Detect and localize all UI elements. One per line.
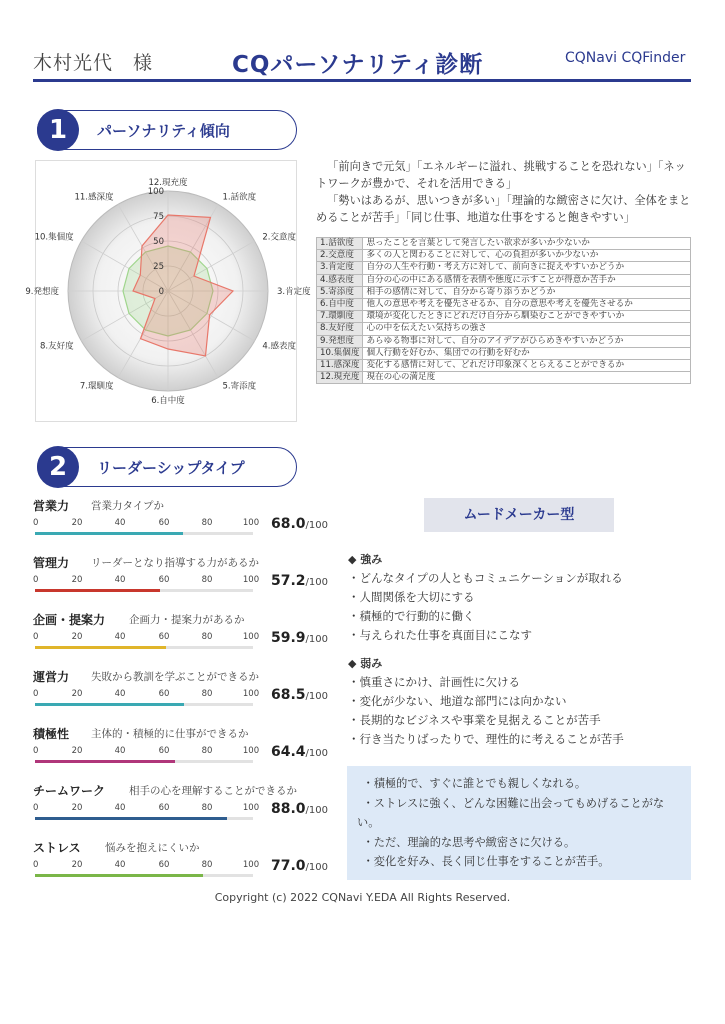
axis-table-row xyxy=(317,335,691,347)
scale-tick: 20 xyxy=(71,632,83,642)
metric-scale xyxy=(33,632,263,644)
strength-item: ・積極的で行動的に働く xyxy=(348,609,475,623)
scale-tick: 20 xyxy=(71,803,83,813)
summary-line: ・変化を好み、長く同じ仕事をすることが苦手。 xyxy=(362,855,610,868)
scale-tick: 100 xyxy=(242,575,260,585)
metric-score-max: /100 xyxy=(305,805,329,816)
metric-bar-track xyxy=(35,703,253,706)
axis-desc: 自分の心の中にある感情を表情や態度に示すことが得意か苦手か xyxy=(363,274,691,286)
scale-tick: 0 xyxy=(33,689,39,699)
axis-key: 6.自中度 xyxy=(317,298,363,310)
scale-tick: 0 xyxy=(33,803,39,813)
radar-tick-label: 25 xyxy=(153,262,164,272)
metric-desc: 営業力タイプか xyxy=(91,500,164,512)
axis-desc: あらゆる物事に対して、自分のアイデアがひらめきやすいかどうか xyxy=(363,335,691,347)
weaknesses-block xyxy=(348,654,693,749)
scale-tick: 20 xyxy=(71,860,83,870)
radar-axis-label: 1.話欲度 xyxy=(222,192,257,203)
metric-score-max: /100 xyxy=(305,748,329,759)
axis-table-row xyxy=(317,298,691,310)
scale-tick: 0 xyxy=(33,518,39,528)
axis-table-row xyxy=(317,359,691,371)
axis-key: 10.集個度 xyxy=(317,347,363,359)
metric-7 xyxy=(33,839,333,895)
metric-5 xyxy=(33,725,333,781)
metric-score-value: 88.0 xyxy=(271,801,306,817)
scale-tick: 80 xyxy=(201,803,213,813)
metric-desc: 悩みを抱えにくいか xyxy=(105,842,200,854)
axis-table-row xyxy=(317,250,691,262)
axis-table-row xyxy=(317,262,691,274)
axis-key: 11.感深度 xyxy=(317,359,363,371)
axis-table-row xyxy=(317,323,691,335)
weakness-item: ・慎重さにかけ、計画性に欠ける xyxy=(348,675,521,689)
axis-key: 7.環馴度 xyxy=(317,311,363,323)
scale-tick: 0 xyxy=(33,575,39,585)
axis-desc: 思ったことを言葉として発言したい欲求が多いか少ないか xyxy=(363,238,691,250)
scale-tick: 20 xyxy=(71,689,83,699)
axis-desc: 自分の人生や行動・考え方に対して、前向きに捉えやすいかどうか xyxy=(363,262,691,274)
scale-tick: 20 xyxy=(71,746,83,756)
metric-score xyxy=(271,744,328,760)
metric-4 xyxy=(33,668,333,724)
description-line-2: 「勢いはあるが、思いつきが多い」「理論的な緻密さに欠け、全体をまとめることが苦手」「同じ仕事、地道な仕事をすると飽きやすい」 xyxy=(316,194,691,224)
scale-tick: 40 xyxy=(114,632,126,642)
scale-tick: 40 xyxy=(114,746,126,756)
metric-score xyxy=(271,516,328,532)
section2-number: 2 xyxy=(37,446,79,488)
metric-score-value: 57.2 xyxy=(271,573,306,589)
scale-tick: 80 xyxy=(201,860,213,870)
axis-desc: 他人の意思や考えを優先させるか、自分の意思や考えを優先させるか xyxy=(363,298,691,310)
axis-key: 9.発想度 xyxy=(317,335,363,347)
radar-tick-label: 50 xyxy=(153,237,164,247)
metric-score-value: 68.5 xyxy=(271,687,306,703)
scale-tick: 0 xyxy=(33,746,39,756)
metric-score-max: /100 xyxy=(305,520,329,531)
radar-chart xyxy=(25,161,311,421)
personality-description xyxy=(316,158,691,226)
metric-bar-track xyxy=(35,874,253,877)
metric-name: ストレス xyxy=(33,841,81,855)
metric-scale xyxy=(33,689,263,701)
metric-scale xyxy=(33,518,263,530)
metric-score-max: /100 xyxy=(305,862,329,873)
metric-desc: リーダーとなり指導する力があるか xyxy=(91,557,259,569)
metric-1 xyxy=(33,497,333,553)
scale-tick: 60 xyxy=(158,518,170,528)
metric-name: 管理力 xyxy=(33,556,70,570)
axis-definition-table xyxy=(316,237,691,384)
metric-score-max: /100 xyxy=(305,634,329,645)
client-name: 木村光代 様 xyxy=(33,52,154,74)
section1-number: 1 xyxy=(37,109,79,151)
scale-tick: 80 xyxy=(201,575,213,585)
scale-tick: 40 xyxy=(114,860,126,870)
radar-axis-label: 8.友好度 xyxy=(39,341,74,352)
metric-3 xyxy=(33,611,333,667)
summary-box xyxy=(347,766,691,880)
metric-score-value: 59.9 xyxy=(271,630,306,646)
axis-table-row xyxy=(317,311,691,323)
scale-tick: 100 xyxy=(242,518,260,528)
axis-table-row xyxy=(317,238,691,250)
metric-bar-fill xyxy=(35,817,227,820)
scale-tick: 100 xyxy=(242,746,260,756)
axis-key: 5.寄添度 xyxy=(317,286,363,298)
metric-bar-fill xyxy=(35,760,175,763)
axis-desc: 個人行動を好むか、集団での行動を好むか xyxy=(363,347,691,359)
radar-axis-label: 4.感表度 xyxy=(262,341,297,352)
axis-key: 8.友好度 xyxy=(317,323,363,335)
axis-table-row xyxy=(317,274,691,286)
axis-desc: 環境が変化したときにどれだけ自分から馴染むことができやすいか xyxy=(363,311,691,323)
copyright: Copyright (c) 2022 CQNavi Y.EDA All Rights Reserved. xyxy=(214,891,511,904)
scale-tick: 60 xyxy=(158,689,170,699)
axis-desc: 多くの人と関わることに対して、心の負担が多いか少ないか xyxy=(363,250,691,262)
scale-tick: 40 xyxy=(114,518,126,528)
metric-scale xyxy=(33,803,263,815)
metric-bar-track xyxy=(35,760,253,763)
scale-tick: 20 xyxy=(71,575,83,585)
metric-desc: 相手の心を理解することができるか xyxy=(129,785,297,797)
scale-tick: 60 xyxy=(158,746,170,756)
brand-label: CQNavi CQFinder xyxy=(565,50,686,66)
metric-name: 積極性 xyxy=(33,727,70,741)
metric-score xyxy=(271,801,328,817)
summary-line: ・積極的で、すぐに誰とでも親しくなれる。 xyxy=(362,777,587,790)
metric-bar-track xyxy=(35,589,253,592)
strengths-block xyxy=(348,550,693,645)
metric-bar-track xyxy=(35,646,253,649)
metric-name: 企画・提案力 xyxy=(33,613,106,627)
scale-tick: 80 xyxy=(201,746,213,756)
radar-axis-label: 11.感深度 xyxy=(74,192,114,203)
radar-chart-frame xyxy=(25,160,311,422)
radar-axis-label: 9.発想度 xyxy=(25,287,59,297)
scale-tick: 40 xyxy=(114,803,126,813)
radar-axis-label: 12.現充度 xyxy=(148,178,188,188)
scale-tick: 100 xyxy=(242,803,260,813)
radar-axis-label: 5.寄添度 xyxy=(222,381,257,392)
section2-title: リーダーシップタイプ xyxy=(97,459,245,477)
summary-line: ・ただ、理論的な思考や緻密さに欠ける。 xyxy=(362,835,576,849)
radar-tick-label: 75 xyxy=(153,212,164,222)
axis-table-row xyxy=(317,372,691,384)
metric-score-value: 64.4 xyxy=(271,744,306,760)
weaknesses-heading: ◆ 弱み xyxy=(348,657,383,670)
metric-scale xyxy=(33,860,263,872)
axis-key: 3.肯定度 xyxy=(317,262,363,274)
scale-tick: 80 xyxy=(201,632,213,642)
metric-bar-track xyxy=(35,532,253,535)
axis-key: 2.交意度 xyxy=(317,250,363,262)
axis-desc: 心の中を伝えたい気持ちの強さ xyxy=(363,323,691,335)
metric-scale xyxy=(33,575,263,587)
metric-score-value: 77.0 xyxy=(271,858,306,874)
axis-key: 4.感表度 xyxy=(317,274,363,286)
weakness-item: ・行き当たりばったりで、理性的に考えることが苦手 xyxy=(348,732,624,746)
axis-desc: 変化する感情に対して、どれだけ印象深くとらえることができるか xyxy=(363,359,691,371)
metric-score-max: /100 xyxy=(305,577,329,588)
metric-bar-fill xyxy=(35,646,166,649)
summary-line: ・ストレスに強く、どんな困難に出会ってもめげることがない。 xyxy=(357,796,665,829)
header-divider xyxy=(33,79,691,82)
strength-item: ・与えられた仕事を真面目にこなす xyxy=(348,628,532,642)
metric-scale xyxy=(33,746,263,758)
axis-key: 12.現充度 xyxy=(317,372,363,384)
weakness-item: ・長期的なビジネスや事業を見据えることが苦手 xyxy=(348,713,601,727)
metric-name: 運営力 xyxy=(33,670,70,684)
axis-desc: 現在の心の満足度 xyxy=(363,372,691,384)
metric-desc: 企画力・提案力があるか xyxy=(129,614,245,626)
scale-tick: 40 xyxy=(114,575,126,585)
axis-table-row xyxy=(317,286,691,298)
metric-score xyxy=(271,573,328,589)
scale-tick: 0 xyxy=(33,860,39,870)
radar-axis-label: 7.環馴度 xyxy=(79,381,114,392)
scale-tick: 80 xyxy=(201,689,213,699)
radar-tick-label: 100 xyxy=(147,187,164,197)
scale-tick: 100 xyxy=(242,860,260,870)
metric-name: 営業力 xyxy=(33,499,70,513)
scale-tick: 40 xyxy=(114,689,126,699)
strength-item: ・どんなタイプの人ともコミュニケーションが取れる xyxy=(348,571,623,585)
strength-item: ・人間関係を大切にする xyxy=(348,590,475,604)
metric-desc: 失敗から教訓を学ぶことができるか xyxy=(91,671,259,683)
scale-tick: 60 xyxy=(158,632,170,642)
scale-tick: 60 xyxy=(158,803,170,813)
section1-title: パーソナリティ傾向 xyxy=(97,122,230,140)
leadership-type: ムードメーカー型 xyxy=(424,498,614,532)
metric-bar-fill xyxy=(35,589,160,592)
scale-tick: 60 xyxy=(158,860,170,870)
metric-score xyxy=(271,687,328,703)
metric-bar-fill xyxy=(35,874,203,877)
axis-table-row xyxy=(317,347,691,359)
page-title: CQパーソナリティ診断 xyxy=(232,52,484,78)
scale-tick: 100 xyxy=(242,632,260,642)
scale-tick: 20 xyxy=(71,518,83,528)
metric-bar-fill xyxy=(35,703,184,706)
metric-name: チームワーク xyxy=(33,784,106,798)
strengths-heading: ◆ 強み xyxy=(348,553,383,566)
scale-tick: 100 xyxy=(242,689,260,699)
metric-score xyxy=(271,630,328,646)
scale-tick: 60 xyxy=(158,575,170,585)
radar-axis-label: 10.集個度 xyxy=(34,232,74,243)
weakness-item: ・変化が少ない、地道な部門には向かない xyxy=(348,694,567,708)
radar-tick-label: 0 xyxy=(158,287,164,297)
radar-axis-label: 2.交意度 xyxy=(262,232,297,243)
description-line-1: 「前向きで元気」「エネルギーに溢れ、挑戦することを恐れない」「ネットワークが豊かで、それを活用できる」 xyxy=(316,160,686,190)
metric-score-max: /100 xyxy=(305,691,329,702)
axis-desc: 相手の感情に対して、自分から寄り添うかどうか xyxy=(363,286,691,298)
metric-bar-track xyxy=(35,817,253,820)
radar-axis-label: 6.自中度 xyxy=(151,396,185,406)
metric-desc: 主体的・積極的に仕事ができるか xyxy=(91,728,249,740)
metric-bar-fill xyxy=(35,532,183,535)
metric-score xyxy=(271,858,328,874)
axis-key: 1.話欲度 xyxy=(317,238,363,250)
scale-tick: 0 xyxy=(33,632,39,642)
metric-score-value: 68.0 xyxy=(271,516,306,532)
metric-6 xyxy=(33,782,333,838)
radar-axis-label: 3.肯定度 xyxy=(277,287,311,297)
metric-2 xyxy=(33,554,333,610)
scale-tick: 80 xyxy=(201,518,213,528)
